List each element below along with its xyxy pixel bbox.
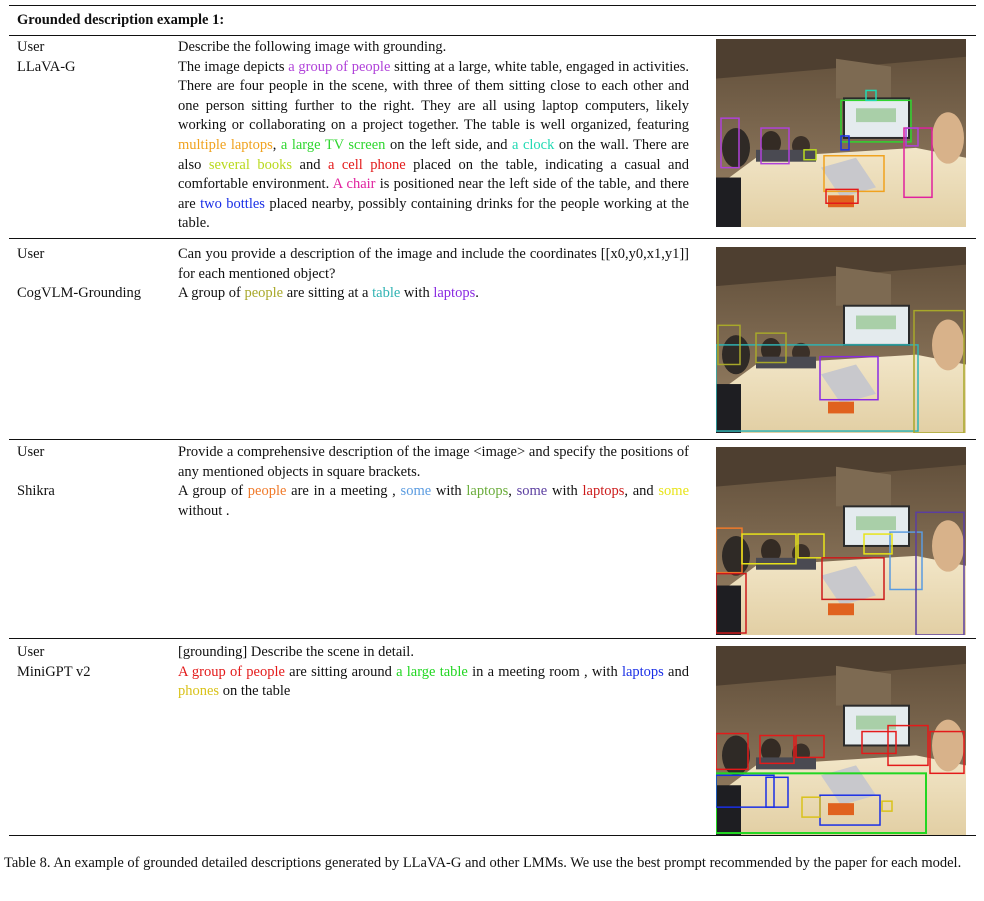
- speaker-model: Shikra: [17, 483, 55, 500]
- response-segment: .: [475, 285, 479, 302]
- speakers: [17, 245, 141, 304]
- grounded-phrase: several books: [208, 156, 293, 173]
- grounded-phrase: a group of people: [288, 58, 391, 75]
- response-segment: in a meeting room , with: [467, 663, 622, 680]
- response-segment: is positioned near the left side of the table, and there are: [178, 176, 689, 212]
- prompt-text: [grounding] Describe the scene in detail.: [178, 644, 414, 660]
- meeting-room-photo: [716, 247, 966, 433]
- response-segment: are sitting at a: [283, 285, 373, 302]
- response-segment: on the left side, and: [385, 136, 512, 153]
- meeting-room-photo: [716, 447, 966, 635]
- response-text: [178, 58, 689, 234]
- row-minigpt: [9, 641, 976, 833]
- grounded-phrase: people: [247, 483, 287, 500]
- dialogue-text: [178, 443, 689, 521]
- row-llava-g: [9, 36, 976, 238]
- grounded-phrase: A chair: [332, 176, 376, 193]
- prompt-text: Describe the following image with grounding.: [178, 39, 447, 55]
- meeting-room-photo: [716, 646, 966, 835]
- speaker-model: MiniGPT v2: [17, 663, 91, 680]
- grounded-phrase: laptops: [433, 285, 476, 302]
- grounded-phrase: some: [400, 483, 432, 500]
- response-segment: A group of: [178, 483, 248, 500]
- response-text: [178, 482, 689, 521]
- response-segment: with: [400, 285, 434, 302]
- speaker-model: LLaVA-G: [17, 58, 76, 75]
- response-segment: on the table: [219, 683, 291, 700]
- grounded-image-minigpt: [716, 646, 966, 835]
- response-segment: without .: [178, 502, 230, 519]
- dialogue-text: [178, 38, 689, 234]
- grounded-phrase: some: [658, 483, 690, 500]
- top-rule: [9, 5, 976, 6]
- speakers: [17, 643, 90, 682]
- table-caption: Table 8. An example of grounded detailed descriptions generated by LLaVA-G and other LMMs. We use the best prompt recommended by the paper for each model.: [4, 855, 962, 871]
- response-text: [178, 663, 689, 702]
- speaker-user: User: [17, 39, 45, 55]
- speaker-model: CogVLM-Grounding: [17, 285, 142, 302]
- grounded-phrase: A group of people: [178, 663, 285, 680]
- response-text: [178, 284, 689, 304]
- response-segment: sitting at a large, white table, engaged in activities. There are four people in the scene, with three of them sitting close to each other and one person sitting further to the right. They are all using laptop computers, likely working or collaborating on a project together. The table is well organized, featuring: [178, 58, 689, 134]
- grounded-phrase: multiple laptops: [178, 136, 273, 153]
- speaker-user: User: [17, 246, 45, 262]
- row-separator: [9, 238, 976, 239]
- grounded-phrase: table: [372, 285, 401, 302]
- row-separator: [9, 439, 976, 440]
- grounded-phrase: a clock: [512, 136, 555, 153]
- speaker-user: User: [17, 644, 45, 660]
- row-separator: [9, 638, 976, 639]
- response-segment: and: [663, 663, 689, 680]
- grounded-phrase: a cell phone: [327, 156, 406, 173]
- response-segment: with: [431, 483, 467, 500]
- response-segment: , and: [624, 483, 659, 500]
- meeting-room-photo: [716, 39, 966, 227]
- speakers: [17, 443, 55, 502]
- response-segment: and: [292, 156, 328, 173]
- grounded-phrase: phones: [178, 683, 220, 700]
- dialogue-text: [178, 245, 689, 304]
- grounded-phrase: laptops: [582, 483, 625, 500]
- response-segment: ,: [508, 483, 517, 500]
- grounded-image-cogvlm: [716, 247, 966, 433]
- grounded-phrase: a large TV screen: [280, 136, 386, 153]
- grounded-image-shikra: [716, 447, 966, 635]
- grounded-image-llava-g: [716, 39, 966, 227]
- response-segment: are in a meeting ,: [286, 483, 401, 500]
- response-segment: A group of: [178, 285, 245, 302]
- grounded-phrase: laptops: [621, 663, 664, 680]
- response-segment: placed nearby, possibly containing drinks for the people working at the table.: [178, 195, 689, 232]
- dialogue-text: [178, 643, 689, 702]
- grounded-phrase: two bottles: [200, 195, 265, 212]
- row-shikra: [9, 441, 976, 634]
- response-segment: with: [547, 483, 583, 500]
- grounded-phrase: a large table: [396, 663, 468, 680]
- prompt-text: Provide a comprehensive description of the image <image> and specify the positions of any mentioned objects in square brackets.: [178, 444, 689, 480]
- table-header-title: Grounded description example 1:: [17, 12, 225, 28]
- prompt-text: Can you provide a description of the image and include the coordinates [[x0,y0,x1,y1]] for each mentioned object?: [178, 246, 689, 282]
- speakers: [17, 38, 76, 77]
- response-segment: are sitting around: [284, 663, 397, 680]
- grounded-phrase: laptops: [466, 483, 509, 500]
- grounded-phrase: some: [516, 483, 548, 500]
- response-segment: placed on the table, indicating a casual and comfortable environment.: [178, 156, 689, 193]
- speaker-user: User: [17, 444, 45, 460]
- response-segment: on the wall. There are also: [178, 136, 689, 173]
- bottom-rule: [9, 835, 976, 836]
- row-cogvlm: [9, 243, 976, 435]
- response-segment: ,: [272, 136, 281, 153]
- grounded-phrase: people: [244, 285, 284, 302]
- response-segment: The image depicts: [178, 58, 289, 75]
